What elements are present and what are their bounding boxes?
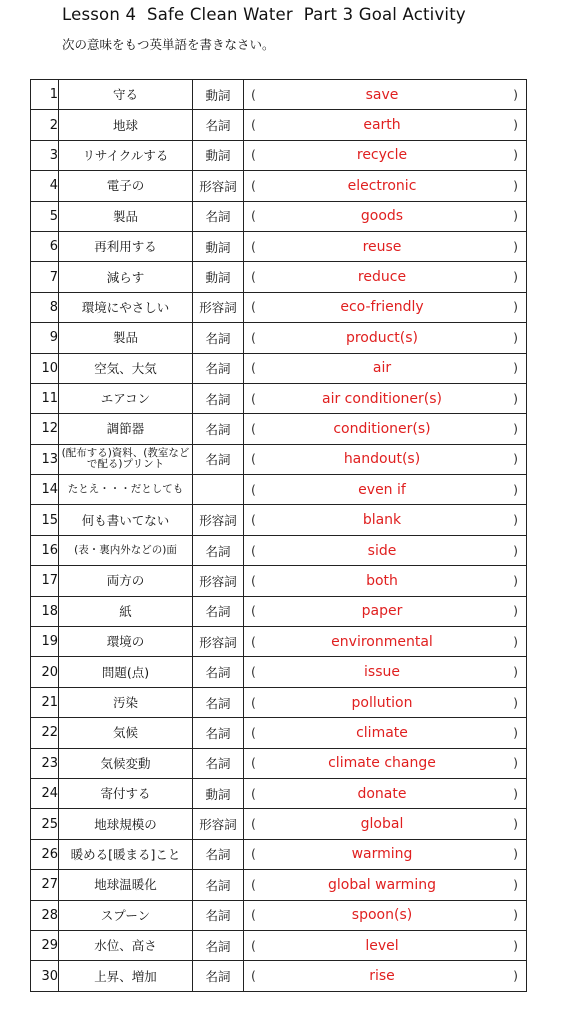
open-bracket: ( (251, 876, 256, 892)
row-number: 16 (31, 535, 59, 565)
row-number: 20 (31, 657, 59, 687)
open-bracket: ( (251, 694, 256, 710)
row-number: 28 (31, 900, 59, 930)
english-answer: product(s) (345, 329, 419, 346)
open-bracket: ( (251, 572, 256, 588)
open-bracket: ( (251, 542, 256, 558)
answer-cell (244, 475, 527, 505)
japanese-meaning: 地球 (59, 110, 193, 140)
japanese-meaning: 守る (59, 80, 193, 110)
japanese-meaning: (配布する)資料、(教室などで配る)プリント (59, 444, 193, 474)
row-number: 14 (31, 475, 59, 505)
close-bracket: ) (513, 86, 518, 102)
open-bracket: ( (251, 907, 256, 923)
part-of-speech: 形容詞 (193, 171, 244, 201)
english-answer: global warming (328, 876, 436, 893)
part-of-speech: 動詞 (193, 80, 244, 110)
part-of-speech: 名詞 (193, 323, 244, 353)
answer-cell (244, 80, 527, 110)
english-answer: air conditioner(s) (322, 390, 442, 407)
answer-cell (244, 383, 527, 413)
english-answer: donate (357, 785, 407, 802)
table-row (31, 718, 527, 748)
english-answer: rise (369, 968, 395, 985)
open-bracket: ( (251, 299, 256, 315)
part-of-speech: 名詞 (193, 718, 244, 748)
open-bracket: ( (251, 238, 256, 254)
row-number: 13 (31, 444, 59, 474)
japanese-meaning: 空気、大気 (59, 353, 193, 383)
table-row (31, 140, 527, 170)
row-number: 7 (31, 262, 59, 292)
part-of-speech: 形容詞 (193, 505, 244, 535)
close-bracket: ) (513, 755, 518, 771)
japanese-meaning: 寄付する (59, 778, 193, 808)
answer-cell (244, 748, 527, 778)
part-of-speech: 名詞 (193, 535, 244, 565)
table-row (31, 778, 527, 808)
english-answer: blank (362, 512, 402, 529)
open-bracket: ( (251, 846, 256, 862)
part-of-speech: 名詞 (193, 961, 244, 991)
row-number: 12 (31, 414, 59, 444)
english-answer: environmental (331, 633, 433, 650)
open-bracket: ( (251, 633, 256, 649)
part-of-speech: 名詞 (193, 444, 244, 474)
answer-cell (244, 596, 527, 626)
english-answer: reduce (357, 269, 407, 286)
english-answer: recycle (356, 147, 408, 164)
table-row (31, 80, 527, 110)
japanese-meaning: 再利用する (59, 231, 193, 261)
row-number: 22 (31, 718, 59, 748)
japanese-meaning: 製品 (59, 201, 193, 231)
japanese-meaning: 気候 (59, 718, 193, 748)
table-row (31, 535, 527, 565)
table-row (31, 870, 527, 900)
close-bracket: ) (513, 208, 518, 224)
row-number: 4 (31, 171, 59, 201)
table-row (31, 110, 527, 140)
close-bracket: ) (513, 512, 518, 528)
japanese-meaning: (表・裏内外などの)面 (59, 535, 193, 565)
table-row (31, 809, 527, 839)
close-bracket: ) (513, 815, 518, 831)
answer-cell (244, 870, 527, 900)
table-row (31, 201, 527, 231)
close-bracket: ) (513, 876, 518, 892)
close-bracket: ) (513, 937, 518, 953)
answer-cell (244, 778, 527, 808)
english-answer: climate (356, 724, 408, 741)
japanese-meaning: 地球規模の (59, 809, 193, 839)
open-bracket: ( (251, 815, 256, 831)
row-number: 6 (31, 231, 59, 261)
row-number: 2 (31, 110, 59, 140)
table-row (31, 353, 527, 383)
part-of-speech: 名詞 (193, 353, 244, 383)
table-row (31, 687, 527, 717)
part-of-speech: 名詞 (193, 657, 244, 687)
part-of-speech: 名詞 (193, 596, 244, 626)
part-of-speech: 動詞 (193, 262, 244, 292)
table-row (31, 171, 527, 201)
japanese-meaning: エアコン (59, 383, 193, 413)
answer-cell (244, 657, 527, 687)
table-row (31, 627, 527, 657)
open-bracket: ( (251, 937, 256, 953)
row-number: 1 (31, 80, 59, 110)
japanese-meaning: 紙 (59, 596, 193, 626)
close-bracket: ) (513, 967, 518, 983)
close-bracket: ) (513, 724, 518, 740)
table-row (31, 414, 527, 444)
open-bracket: ( (251, 177, 256, 193)
english-answer: electronic (347, 177, 417, 194)
open-bracket: ( (251, 664, 256, 680)
table-row (31, 748, 527, 778)
part-of-speech: 形容詞 (193, 566, 244, 596)
open-bracket: ( (251, 208, 256, 224)
part-of-speech: 形容詞 (193, 627, 244, 657)
close-bracket: ) (513, 664, 518, 680)
row-number: 9 (31, 323, 59, 353)
close-bracket: ) (513, 177, 518, 193)
english-answer: air (372, 360, 392, 377)
page-title: Lesson 4 Safe Clean Water Part 3 Goal Activity (62, 5, 466, 24)
row-number: 19 (31, 627, 59, 657)
english-answer: side (367, 542, 397, 559)
close-bracket: ) (513, 420, 518, 436)
japanese-meaning: 地球温暖化 (59, 870, 193, 900)
row-number: 30 (31, 961, 59, 991)
vocabulary-table (30, 79, 527, 992)
english-answer: both (366, 572, 398, 589)
row-number: 27 (31, 870, 59, 900)
part-of-speech: 名詞 (193, 201, 244, 231)
answer-cell (244, 231, 527, 261)
instruction-text: 次の意味をもつ英単語を書きなさい。 (62, 37, 275, 52)
english-answer: paper (361, 603, 403, 620)
part-of-speech: 動詞 (193, 231, 244, 261)
table-row (31, 566, 527, 596)
table-row (31, 900, 527, 930)
close-bracket: ) (513, 451, 518, 467)
english-answer: global (360, 816, 404, 833)
part-of-speech: 形容詞 (193, 292, 244, 322)
open-bracket: ( (251, 512, 256, 528)
close-bracket: ) (513, 785, 518, 801)
close-bracket: ) (513, 633, 518, 649)
japanese-meaning: リサイクルする (59, 140, 193, 170)
open-bracket: ( (251, 390, 256, 406)
japanese-meaning: 問題(点) (59, 657, 193, 687)
close-bracket: ) (513, 694, 518, 710)
close-bracket: ) (513, 390, 518, 406)
english-answer: issue (364, 664, 400, 681)
open-bracket: ( (251, 420, 256, 436)
row-number: 15 (31, 505, 59, 535)
answer-cell (244, 505, 527, 535)
part-of-speech: 動詞 (193, 140, 244, 170)
english-answer: eco-friendly (340, 299, 424, 316)
part-of-speech: 名詞 (193, 414, 244, 444)
open-bracket: ( (251, 603, 256, 619)
answer-cell (244, 140, 527, 170)
part-of-speech: 名詞 (193, 900, 244, 930)
table-row (31, 505, 527, 535)
table-row (31, 262, 527, 292)
answer-cell (244, 839, 527, 869)
close-bracket: ) (513, 481, 518, 497)
answer-cell (244, 201, 527, 231)
open-bracket: ( (251, 147, 256, 163)
answer-cell (244, 444, 527, 474)
english-answer: warming (351, 846, 413, 863)
close-bracket: ) (513, 572, 518, 588)
answer-cell (244, 809, 527, 839)
part-of-speech: 名詞 (193, 839, 244, 869)
close-bracket: ) (513, 603, 518, 619)
english-answer: pollution (351, 694, 413, 711)
close-bracket: ) (513, 299, 518, 315)
table-row (31, 961, 527, 991)
table-row (31, 231, 527, 261)
close-bracket: ) (513, 360, 518, 376)
table-row (31, 475, 527, 505)
row-number: 29 (31, 930, 59, 960)
row-number: 24 (31, 778, 59, 808)
open-bracket: ( (251, 967, 256, 983)
table-row (31, 292, 527, 322)
part-of-speech: 形容詞 (193, 809, 244, 839)
answer-cell (244, 535, 527, 565)
answer-cell (244, 323, 527, 353)
japanese-meaning: 電子の (59, 171, 193, 201)
answer-cell (244, 566, 527, 596)
close-bracket: ) (513, 542, 518, 558)
answer-cell (244, 414, 527, 444)
table-row (31, 930, 527, 960)
open-bracket: ( (251, 451, 256, 467)
japanese-meaning: 環境にやさしい (59, 292, 193, 322)
table-row (31, 596, 527, 626)
japanese-meaning: 環境の (59, 627, 193, 657)
open-bracket: ( (251, 755, 256, 771)
answer-cell (244, 262, 527, 292)
japanese-meaning: 暖める[暖まる]こと (59, 839, 193, 869)
close-bracket: ) (513, 116, 518, 132)
open-bracket: ( (251, 481, 256, 497)
answer-cell (244, 961, 527, 991)
open-bracket: ( (251, 116, 256, 132)
row-number: 3 (31, 140, 59, 170)
row-number: 11 (31, 383, 59, 413)
row-number: 5 (31, 201, 59, 231)
answer-cell (244, 171, 527, 201)
part-of-speech: 名詞 (193, 110, 244, 140)
table-row (31, 323, 527, 353)
table-row (31, 657, 527, 687)
answer-cell (244, 930, 527, 960)
answer-cell (244, 627, 527, 657)
japanese-meaning: たとえ・・・だとしても (59, 475, 193, 505)
part-of-speech: 名詞 (193, 687, 244, 717)
table-row (31, 839, 527, 869)
close-bracket: ) (513, 238, 518, 254)
row-number: 21 (31, 687, 59, 717)
close-bracket: ) (513, 268, 518, 284)
japanese-meaning: 両方の (59, 566, 193, 596)
japanese-meaning: 気候変動 (59, 748, 193, 778)
vocabulary-table-body (31, 80, 527, 992)
answer-cell (244, 687, 527, 717)
part-of-speech: 動詞 (193, 778, 244, 808)
english-answer: even if (358, 481, 406, 498)
english-answer: reuse (362, 238, 402, 255)
english-answer: save (365, 86, 399, 103)
japanese-meaning: 調節器 (59, 414, 193, 444)
japanese-meaning: スプーン (59, 900, 193, 930)
japanese-meaning: 汚染 (59, 687, 193, 717)
japanese-meaning: 水位、高さ (59, 930, 193, 960)
part-of-speech: 名詞 (193, 930, 244, 960)
part-of-speech: 名詞 (193, 870, 244, 900)
answer-cell (244, 353, 527, 383)
close-bracket: ) (513, 329, 518, 345)
part-of-speech: 名詞 (193, 748, 244, 778)
close-bracket: ) (513, 846, 518, 862)
answer-cell (244, 900, 527, 930)
row-number: 10 (31, 353, 59, 383)
english-answer: goods (360, 208, 404, 225)
english-answer: earth (363, 117, 401, 134)
part-of-speech: 名詞 (193, 383, 244, 413)
open-bracket: ( (251, 268, 256, 284)
english-answer: spoon(s) (351, 907, 413, 924)
answer-cell (244, 110, 527, 140)
close-bracket: ) (513, 907, 518, 923)
english-answer: level (365, 937, 399, 954)
table-row (31, 444, 527, 474)
open-bracket: ( (251, 86, 256, 102)
open-bracket: ( (251, 329, 256, 345)
answer-cell (244, 292, 527, 322)
row-number: 8 (31, 292, 59, 322)
open-bracket: ( (251, 724, 256, 740)
japanese-meaning: 何も書いてない (59, 505, 193, 535)
japanese-meaning: 減らす (59, 262, 193, 292)
row-number: 17 (31, 566, 59, 596)
row-number: 26 (31, 839, 59, 869)
english-answer: handout(s) (343, 451, 421, 468)
table-row (31, 383, 527, 413)
japanese-meaning: 上昇、増加 (59, 961, 193, 991)
close-bracket: ) (513, 147, 518, 163)
part-of-speech (193, 475, 244, 505)
open-bracket: ( (251, 785, 256, 801)
row-number: 23 (31, 748, 59, 778)
open-bracket: ( (251, 360, 256, 376)
japanese-meaning: 製品 (59, 323, 193, 353)
row-number: 25 (31, 809, 59, 839)
english-answer: climate change (328, 755, 436, 772)
english-answer: conditioner(s) (333, 420, 431, 437)
row-number: 18 (31, 596, 59, 626)
answer-cell (244, 718, 527, 748)
